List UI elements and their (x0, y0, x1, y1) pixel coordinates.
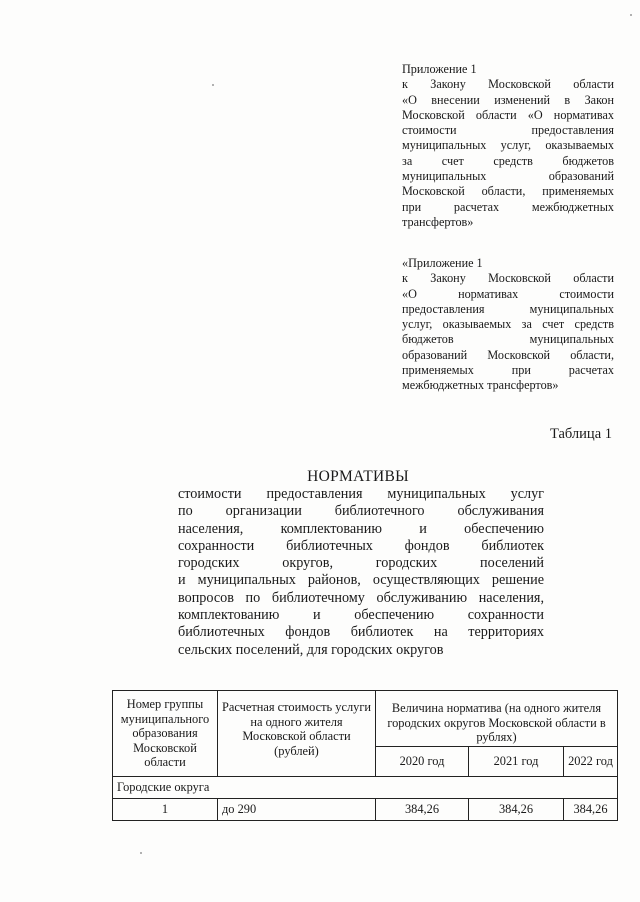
annex-1-line: за счет средств бюджетов (402, 153, 614, 168)
subtitle-line: вопросов по библиотечному обслуживанию населения, (178, 589, 544, 606)
table-row (113, 799, 618, 821)
annex-2-line: услуг, оказываемых за счет средств (402, 317, 614, 332)
subtitle-line: и муниципальных районов, осуществляющих решение (178, 572, 544, 589)
subtitle-line: стоимости предоставления муниципальных услуг (178, 486, 544, 502)
document-title: НОРМАТИВЫ (307, 468, 409, 485)
cell-value-2020: 384,26 (376, 799, 469, 821)
annex-2-line: к Закону Московской области (402, 271, 614, 286)
cell-value-2021: 384,26 (469, 799, 564, 821)
scan-speck (212, 84, 214, 86)
cell-estimated-cost: до 290 (218, 799, 376, 821)
table-label: Таблица 1 (549, 426, 612, 442)
annex-1-line: трансфертов» (402, 214, 474, 229)
norms-table (112, 690, 618, 821)
header-year-2020: 2020 год (376, 747, 469, 777)
subtitle-line: библиотечных фондов библиотек на территориях (178, 624, 544, 641)
annex-1-line: муниципальных услуг, оказываемых (402, 138, 614, 153)
annex-1-caption (402, 62, 614, 230)
annex-2-line: межбюджетных трансфертов» (402, 378, 559, 393)
annex-2-caption (402, 256, 614, 394)
header-group-number: Номер группы муниципального образования Московской области (113, 691, 218, 777)
header-year-2021: 2021 год (469, 747, 564, 777)
header-year-2022: 2022 год (564, 747, 618, 777)
group-row-label: Городские округа (113, 777, 618, 799)
cell-value-2022: 384,26 (564, 799, 618, 821)
annex-2-line: бюджетов муниципальных (402, 332, 614, 347)
header-estimated-cost: Расчетная стоимость услуги на одного жителя Московской области (рублей) (218, 691, 376, 777)
subtitle-line: комплектованию и обеспечению сохранности (178, 607, 544, 624)
subtitle-line: по организации библиотечного обслуживания (178, 503, 544, 520)
document-subtitle (178, 486, 544, 659)
annex-1-line: при расчетах межбюджетных (402, 199, 614, 214)
annex-2-line: образований Московской области, (402, 347, 614, 362)
subtitle-line: сохранности библиотечных фондов библиотек (178, 537, 544, 554)
annex-1-line: Приложение 1 (402, 62, 477, 76)
annex-1-line: Московской области, применяемых (402, 184, 614, 199)
annex-1-line: «О внесении изменений в Закон (402, 92, 614, 107)
annex-1-line: муниципальных образований (402, 169, 614, 184)
scan-speck (630, 14, 632, 16)
subtitle-line: городских округов, городских поселений (178, 555, 544, 572)
annex-2-line: предоставления муниципальных (402, 301, 614, 316)
cell-group-number: 1 (113, 799, 218, 821)
scan-speck (140, 852, 142, 854)
annex-1-line: стоимости предоставления (402, 123, 614, 138)
annex-2-line: «Приложение 1 (402, 256, 483, 270)
annex-1-line: Московской области «О нормативах (402, 107, 614, 122)
header-norm-value: Величина норматива (на одного жителя городских округов Московской области в рублях) (376, 691, 618, 747)
subtitle-line: населения, комплектованию и обеспечению (178, 520, 544, 537)
annex-1-line: к Закону Московской области (402, 77, 614, 92)
annex-2-line: применяемых при расчетах (402, 363, 614, 378)
subtitle-line: сельских поселений, для городских округов (178, 641, 444, 658)
annex-2-line: «О нормативах стоимости (402, 286, 614, 301)
